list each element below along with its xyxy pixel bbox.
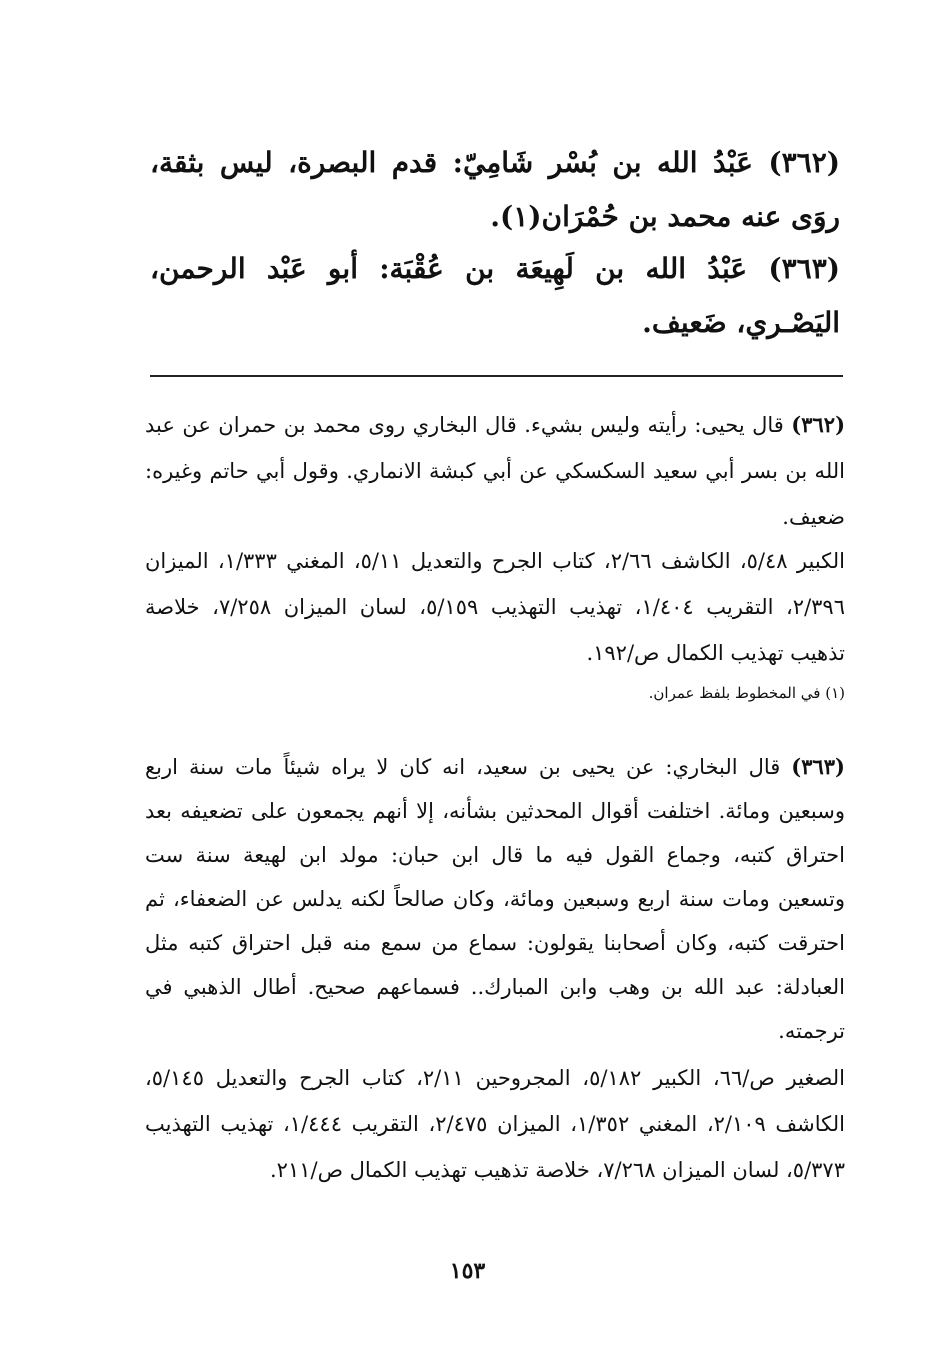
footnote-1: (١) في المخطوط بلفظ عمران. <box>648 684 845 702</box>
page-number: ١٥٣ <box>449 1258 486 1284</box>
entry-text: عَبْدُ الله بن لَهِيعَة بن عُقْبَة: أبو عَبْد الرحمن، اليَصْـري، ضَعيف. <box>150 252 840 339</box>
note-text: قال البخاري: عن يحيى بن سعيد، انه كان لا يراه شيئاً مات سنة اربع وسبعين ومائة. اختلفت أقوال المحدثين بشأنه، إلا أنهم يجمعون على تضعيفه بعد احتراق كتبه، وجماع القول فيه ما قال ابن حبان: مولد ابن لهيعة سنة ست وتسعين ومات سنة اربع وسبعين ومائة، وكان صالحاً لكنه يدلس عن الضعفاء، ثم احترقت كتبه، وكان أصحابنا يقولون: سماع من سمع منه قبل احتراق كتبه مثل العبادلة: عبد الله بن وهب وابن المبارك.. فسماعهم صحيح. أطال الذهبي في ترجمته. <box>145 755 845 1043</box>
entry-number: (٣٦٢) <box>768 146 840 179</box>
note-number: (٣٦٣) <box>791 754 845 779</box>
entry-text: عَبْدُ الله بن بُسْر شَامِيّ: قدم البصرة، ليس بثقة، روَى عنه محمد بن حُمْرَان(١). <box>150 146 840 233</box>
note-362-references: الكبير ٥/٤٨، الكاشف ٢/٦٦، كتاب الجرح والتعديل ٥/١١، المغني ١/٣٣٣، الميزان ٢/٣٩٦، التقريب ١/٤٠٤، تهذيب التهذيب ٥/١٥٩، لسان الميزان ٧/٢٥٨، خلاصة تذهيب تهذيب الكمال ص/١٩٢. <box>145 549 845 665</box>
entry-number: (٣٦٣) <box>768 252 841 285</box>
entry-363 <box>150 242 840 350</box>
footnote-divider <box>150 375 843 377</box>
note-number: (٣٦٢) <box>791 412 845 437</box>
note-363-references: الصغير ص/٦٦، الكبير ٥/١٨٢، المجروحين ٢/١١، كتاب الجرح والتعديل ٥/١٤٥، الكاشف ٢/١٠٩، المغني ١/٣٥٢، الميزان ٢/٤٧٥، التقريب ١/٤٤٤، تهذيب التهذيب ٥/٣٧٣، لسان الميزان ٧/٢٦٨، خلاصة تذهيب تهذيب الكمال ص/٢١١. <box>145 1066 845 1182</box>
note-362 <box>145 402 845 540</box>
note-text: قال يحيى: رأيته وليس بشيء. قال البخاري روى محمد بن حمران عن عبد الله بن بسر أبي سعيد السكسكي عن أبي كبشة الانماري. وقول أبي حاتم وغيره: ضعيف. <box>145 413 845 529</box>
entry-362 <box>150 136 840 244</box>
note-363 <box>145 745 845 1053</box>
